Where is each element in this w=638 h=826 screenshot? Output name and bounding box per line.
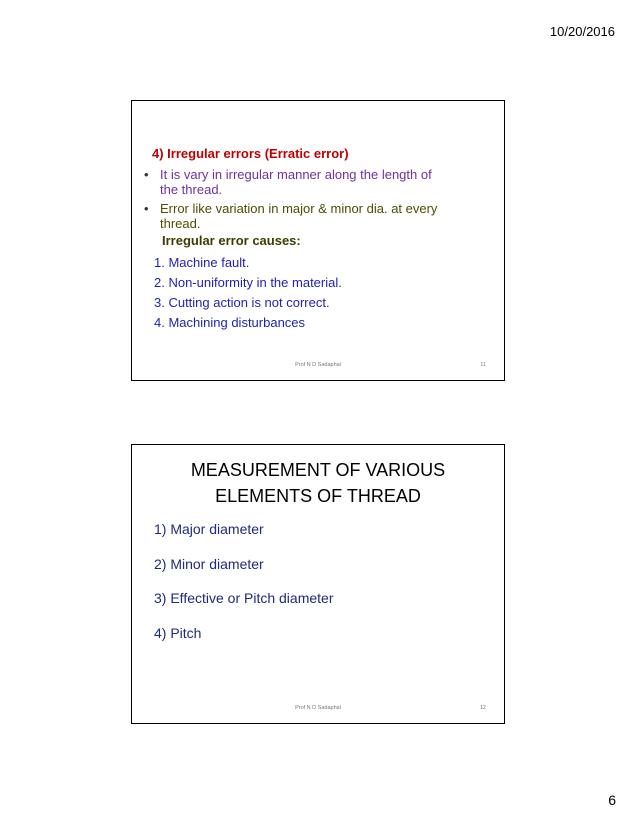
bullet-dot-icon: • [144, 201, 149, 216]
bullet-line: It is vary in irregular manner along the length of [160, 167, 432, 182]
list-item: 1) Major diameter [154, 521, 264, 537]
cause-item: 2. Non-uniformity in the material. [154, 275, 342, 290]
slide-title [132, 457, 504, 509]
causes-subheading: Irregular error causes: [162, 233, 301, 248]
page-number: 6 [608, 792, 616, 808]
slide-title-line: ELEMENTS OF THREAD [215, 486, 421, 506]
bullet-line: the thread. [160, 182, 223, 197]
slide-11 [131, 100, 505, 381]
slide-footer-number: 12 [479, 705, 486, 711]
bullet-dot-icon: • [144, 167, 149, 182]
slide-12 [131, 444, 505, 724]
slide-footer-number: 11 [480, 362, 486, 368]
elements-list [154, 519, 333, 657]
slide-footer-author: Prof N D Sadaphal [295, 705, 341, 711]
bullet-list [140, 167, 490, 235]
bullet-line: thread. [160, 216, 201, 231]
bullet-item [140, 201, 490, 231]
print-date: 10/20/2016 [549, 24, 615, 39]
cause-item: 3. Cutting action is not correct. [154, 295, 330, 310]
bullet-item [140, 167, 490, 197]
causes-list [154, 253, 342, 333]
slide-footer-author: Prof N D Sadaphal [295, 362, 341, 368]
slide-heading: 4) Irregular errors (Erratic error) [152, 146, 349, 161]
list-item: 3) Effective or Pitch diameter [154, 590, 334, 606]
list-item: 4) Pitch [154, 624, 202, 641]
cause-item: 1. Machine fault. [154, 255, 250, 270]
list-item: 2) Minor diameter [154, 555, 264, 572]
cause-item: 4. Machining disturbances [154, 315, 306, 330]
slide-title-line: MEASUREMENT OF VARIOUS [190, 460, 446, 480]
bullet-line: Error like variation in major & minor dia. at every [160, 201, 438, 216]
